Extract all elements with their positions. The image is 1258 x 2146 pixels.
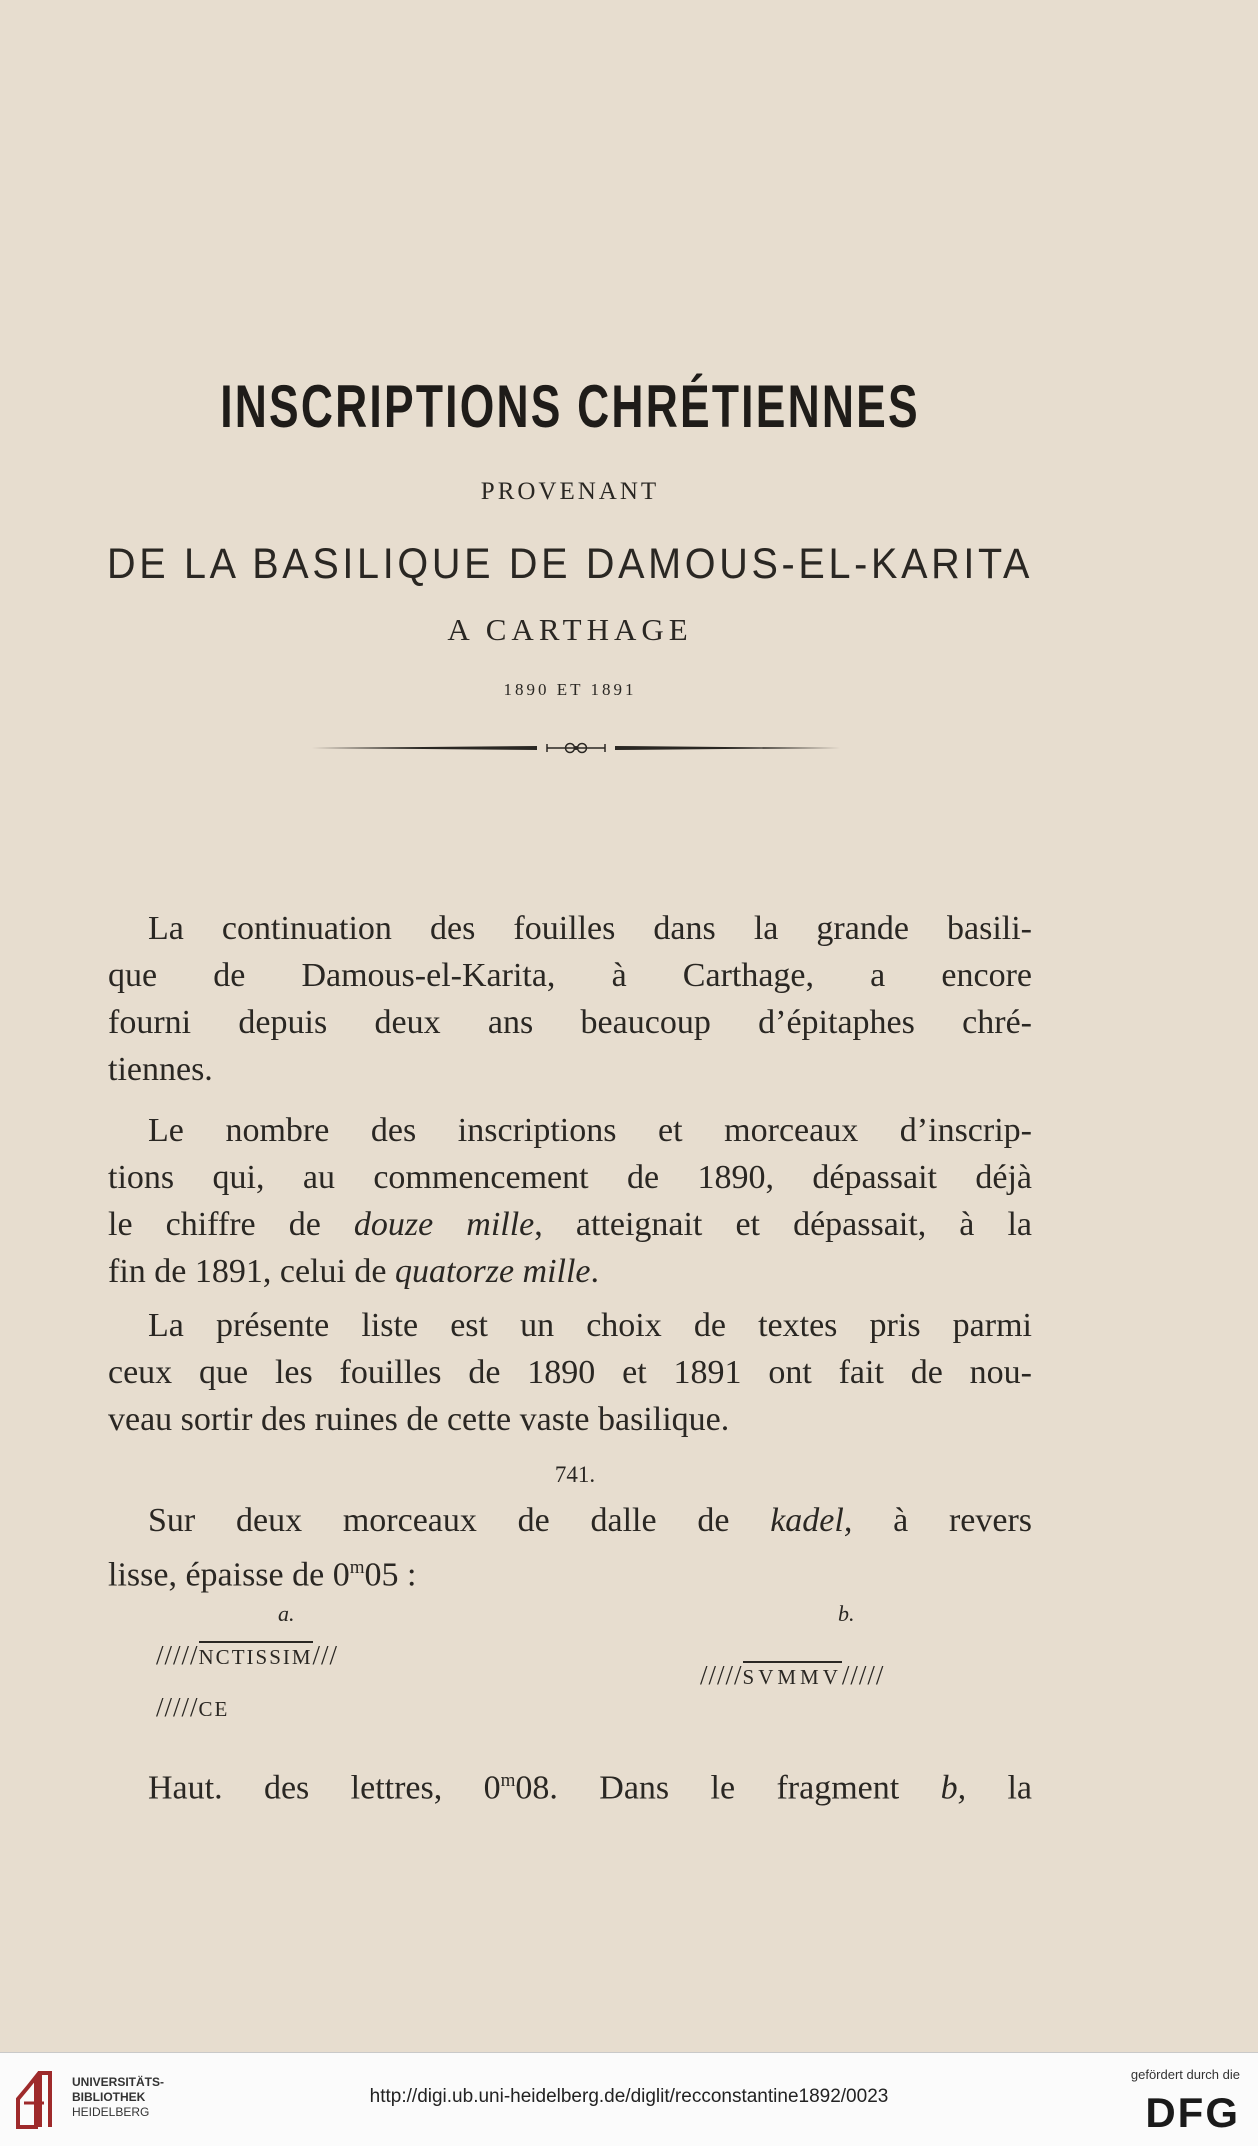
paragraph-2 <box>108 1107 1032 1295</box>
fragment-b-line: /////SVMMV///// <box>700 1660 885 1690</box>
paragraph-4 <box>108 1497 1032 1598</box>
page-title: INSCRIPTIONS CHRÉTIENNES <box>220 373 920 440</box>
p3-line-1: La présente liste est un choix de textes pris parmi <box>148 1307 1032 1344</box>
italic-b: b, <box>940 1769 967 1807</box>
p2-line-3: le chiffre de douze mille, atteignait et dépassait, à la <box>108 1206 1033 1243</box>
p2-line-2: tions qui, au commencement de 1890, dépassait déjà <box>108 1159 1032 1196</box>
p5-line-1: Haut. des lettres, 0$^m$08. Dans le fragment b, la <box>148 1769 1032 1807</box>
p1-line-4: tiennes. <box>108 1051 213 1088</box>
italic-kadel: kadel, <box>770 1502 853 1539</box>
fragment-a-label: a. <box>278 1601 295 1626</box>
p1-line-2: que de Damous-el-Karita, à Carthage, a encore <box>108 957 1032 994</box>
fragment-a-line-2: /////CE <box>156 1692 230 1722</box>
paragraph-1 <box>108 905 1032 1093</box>
p4-line-1: Sur deux morceaux de dalle de kadel, à revers <box>148 1502 1032 1539</box>
italic-quatorze-mille: quatorze mille <box>395 1253 591 1290</box>
subtitle-provenant: PROVENANT <box>480 478 660 505</box>
dfg-logo: DFG <box>1145 2089 1240 2136</box>
p4-line-2: lisse, épaisse de 0$^m$05 : <box>108 1556 417 1594</box>
subtitle-carthage: A CARTHAGE <box>447 612 693 647</box>
p1-line-3: fourni depuis deux ans beaucoup d’épitaphes chré- <box>108 1004 1032 1041</box>
viewer-footer <box>0 2052 1258 2146</box>
paragraph-3 <box>108 1302 1032 1443</box>
p1-line-1: La continuation des fouilles dans la grande basili- <box>148 910 1032 947</box>
p3-line-3: veau sortir des ruines de cette vaste basilique. <box>108 1401 730 1438</box>
subtitle-years: 1890 ET 1891 <box>503 680 637 699</box>
funded-by-label: gefördert durch die <box>1130 2067 1240 2082</box>
page-url-link[interactable]: http://digi.ub.uni-heidelberg.de/diglit/recconstantine1892/0023 <box>369 2086 889 2107</box>
italic-douze-mille: douze mille <box>353 1206 535 1243</box>
p3-line-2: ceux que les fouilles de 1890 et 1891 ont fait de nou- <box>108 1354 1032 1391</box>
library-name: UNIVERSITÄTS- BIBLIOTHEK HEIDELBERG <box>72 2075 165 2119</box>
subtitle-basilique: DE LA BASILIQUE DE DAMOUS-EL-KARITA <box>106 540 1034 588</box>
ornamental-rule <box>312 741 840 755</box>
p2-line-4: fin de 1891, celui de quatorze mille. <box>108 1253 600 1290</box>
entry-number: 741. <box>554 1462 596 1487</box>
paragraph-5 <box>108 1757 1032 1811</box>
fragment-a-line-1: /////NCTISSIM/// <box>156 1640 339 1670</box>
fragment-b-label: b. <box>838 1601 855 1626</box>
p2-line-1: Le nombre des inscriptions et morceaux d’inscrip- <box>148 1112 1032 1149</box>
